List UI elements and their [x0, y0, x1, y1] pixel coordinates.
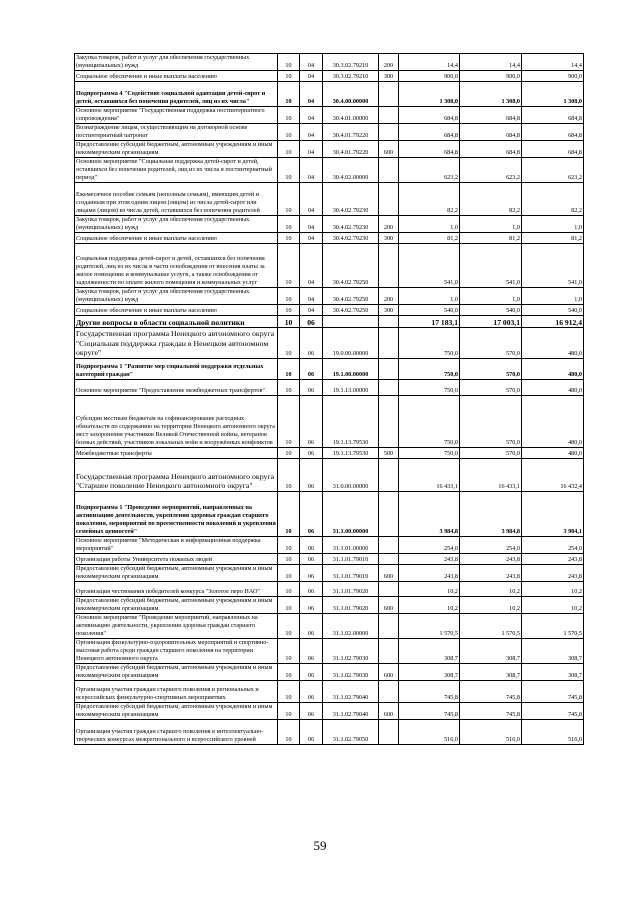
table-cell-name: Ежемесячное пособие семьям (неполным семьям), имеющим детей и созданным при этом одним лицом (лицом) из числа детей-сирот или лицами (лицом) из числа детей, оставшихся без попечения родителей [75, 183, 278, 216]
table-cell-expense-type [379, 537, 399, 554]
table-cell-expense-type: 600 [379, 664, 399, 681]
table-cell-section: 10 [278, 183, 300, 216]
table-cell-amount-year3: 3 984,1 [522, 492, 584, 537]
table-cell-amount-year3: 541,0 [522, 244, 584, 288]
table-cell-target-article: 30.4.02.79230 [323, 233, 379, 244]
table-row [75, 183, 584, 216]
table-cell-amount-year2: 570,0 [460, 328, 522, 359]
table-cell-amount-year2: 243,8 [460, 554, 522, 565]
table-cell-expense-type [379, 158, 399, 183]
table-row [75, 681, 584, 703]
table-cell-expense-type [379, 359, 399, 380]
table-cell-amount-year2: 308,7 [460, 639, 522, 664]
table-cell-target-article: 30.4.00.00000 [323, 82, 379, 107]
table-cell-amount-year1: 254,0 [399, 537, 460, 554]
table-cell-target-article: 19.0.00.00000 [323, 328, 379, 359]
table-cell-amount-year1: 16 433,1 [399, 459, 460, 492]
table-cell-section: 10 [278, 582, 300, 597]
table-cell-amount-year3: 254,0 [522, 537, 584, 554]
table-cell-section: 10 [278, 614, 300, 639]
table-cell-amount-year1: 750,0 [399, 380, 460, 396]
table-cell-amount-year3: 684,8 [522, 107, 584, 124]
table-cell-subsection: 06 [300, 459, 323, 492]
table-cell-expense-type [379, 183, 399, 216]
table-row [75, 359, 584, 380]
table-cell-amount-year1: 1,0 [399, 216, 460, 233]
table-cell-section: 10 [278, 82, 300, 107]
table-cell-target-article: 30.3.02.79210 [323, 71, 379, 82]
table-row [75, 158, 584, 183]
table-cell-section: 10 [278, 244, 300, 288]
table-cell-amount-year1: 10,2 [399, 597, 460, 614]
table-cell-expense-type [379, 614, 399, 639]
table-cell-amount-year2: 254,0 [460, 537, 522, 554]
table-row [75, 244, 584, 288]
table-cell-name: Вознаграждение лицам, осуществляющим на договорной основе постинтернатный патронат [75, 124, 278, 141]
table-row [75, 216, 584, 233]
table-cell-amount-year1: 17 183,1 [399, 316, 460, 328]
table-cell-subsection: 06 [300, 492, 323, 537]
table-cell-amount-year1: 750,0 [399, 396, 460, 448]
table-cell-subsection: 04 [300, 183, 323, 216]
table-cell-name: Социальное обеспечение и иные выплаты населению [75, 305, 278, 316]
table-cell-subsection: 06 [300, 537, 323, 554]
table-cell-amount-year2: 900,0 [460, 71, 522, 82]
table-cell-amount-year1: 623,2 [399, 158, 460, 183]
table-cell-amount-year1: 516,0 [399, 720, 460, 745]
table-cell-subsection: 06 [300, 703, 323, 720]
table-cell-amount-year1: 3 984,8 [399, 492, 460, 537]
table-cell-amount-year1: 81,2 [399, 233, 460, 244]
table-cell-expense-type [379, 316, 399, 328]
table-cell-expense-type: 600 [379, 565, 399, 582]
table-cell-amount-year2: 81,2 [460, 233, 522, 244]
table-cell-target-article: 19.1.13.79530 [323, 448, 379, 459]
table-cell-expense-type [379, 328, 399, 359]
table-cell-name: Основное мероприятие "Социальная поддержка детей-сирот и детей, оставшихся без попечения родителей, лиц из их числа в постинтернатный период" [75, 158, 278, 183]
table-cell-expense-type [379, 124, 399, 141]
table-cell-target-article: 31.1.01.79010 [323, 565, 379, 582]
table-cell-name: Государственная программа Ненецкого автономного округа "Старшее поколение Ненецкого автономного округа" [75, 459, 278, 492]
table-cell-amount-year3: 10,2 [522, 597, 584, 614]
table-cell-amount-year3: 1,0 [522, 216, 584, 233]
table-cell-name: Предоставление субсидий бюджетным, автономным учреждениям и иным некоммерческим организациям [75, 565, 278, 582]
table-row [75, 233, 584, 244]
table-cell-section: 10 [278, 316, 300, 328]
table-cell-amount-year1: 308,7 [399, 639, 460, 664]
table-cell-section: 10 [278, 71, 300, 82]
table-cell-section: 10 [278, 492, 300, 537]
table-cell-amount-year1: 243,8 [399, 554, 460, 565]
table-row [75, 124, 584, 141]
table-cell-amount-year1: 541,0 [399, 244, 460, 288]
table-cell-subsection: 06 [300, 582, 323, 597]
table-cell-expense-type [379, 554, 399, 565]
table-cell-target-article: 31.1.02.79030 [323, 664, 379, 681]
table-cell-name: Закупка товаров, работ и услуг для обеспечения государственных (муниципальных) нужд [75, 216, 278, 233]
table-cell-name: Организация участия граждан старшего поколения в интеллектуально-творческих конкурсах межрегионального и всероссийского уровней [75, 720, 278, 745]
table-cell-amount-year1: 684,8 [399, 141, 460, 158]
table-cell-subsection: 06 [300, 328, 323, 359]
table-cell-amount-year3: 480,0 [522, 328, 584, 359]
table-cell-name: Предоставление субсидий бюджетным, автономным учреждениям и иным некоммерческим организациям [75, 141, 278, 158]
table-cell-subsection: 06 [300, 380, 323, 396]
table-cell-subsection: 04 [300, 305, 323, 316]
table-cell-section: 10 [278, 305, 300, 316]
table-cell-target-article: 31.1.02.79030 [323, 639, 379, 664]
table-cell-subsection: 06 [300, 359, 323, 380]
table-cell-amount-year2: 14,4 [460, 54, 522, 71]
table-row [75, 380, 584, 396]
table-row [75, 597, 584, 614]
table-cell-target-article: 31.1.01.79020 [323, 582, 379, 597]
table-cell-section: 10 [278, 107, 300, 124]
table-cell-name: Предоставление субсидий бюджетным, автономным учреждениям и иным некоммерческим организациям [75, 597, 278, 614]
table-cell-section: 10 [278, 288, 300, 305]
table-cell-amount-year3: 480,0 [522, 448, 584, 459]
table-cell-expense-type [379, 82, 399, 107]
table-cell-target-article [323, 316, 379, 328]
table-cell-section: 10 [278, 54, 300, 71]
table-cell-amount-year2: 1 308,0 [460, 82, 522, 107]
table-cell-expense-type [379, 720, 399, 745]
table-cell-target-article: 31.1.01.79010 [323, 554, 379, 565]
table-cell-amount-year2: 10,2 [460, 582, 522, 597]
table-cell-name: Субсидии местным бюджетам на софинансирование расходных обязательств по содержанию на территории Ненецкого автономного округа мест захоронения участников Великой Отечественной войны, ветеранов боевых действий, участников локальных войн и вооружённых конфликтов [75, 396, 278, 448]
table-cell-amount-year3: 82,2 [522, 183, 584, 216]
table-cell-amount-year2: 243,8 [460, 565, 522, 582]
table-cell-amount-year3: 540,0 [522, 305, 584, 316]
table-row [75, 316, 584, 328]
table-cell-subsection: 06 [300, 448, 323, 459]
table-cell-amount-year2: 684,8 [460, 107, 522, 124]
table-cell-amount-year3: 900,0 [522, 71, 584, 82]
table-cell-section: 10 [278, 459, 300, 492]
table-cell-expense-type [379, 396, 399, 448]
table-cell-expense-type [379, 107, 399, 124]
table-cell-subsection: 06 [300, 639, 323, 664]
table-cell-subsection: 04 [300, 216, 323, 233]
table-cell-amount-year3: 16 432,4 [522, 459, 584, 492]
table-row [75, 71, 584, 82]
table-cell-amount-year3: 16 912,4 [522, 316, 584, 328]
table-cell-target-article: 31.1.02.00000 [323, 614, 379, 639]
table-cell-subsection: 04 [300, 141, 323, 158]
table-cell-amount-year1: 82,2 [399, 183, 460, 216]
table-row [75, 328, 584, 359]
table-cell-amount-year1: 750,0 [399, 328, 460, 359]
table-cell-name: Организация физкультурно-оздоровительных мероприятий и спортивно-массовая работа среди граждан старшего поколения на территории Ненецкого автономного округа [75, 639, 278, 664]
table-cell-amount-year1: 750,0 [399, 359, 460, 380]
table-cell-subsection: 06 [300, 614, 323, 639]
table-cell-subsection: 04 [300, 244, 323, 288]
table-cell-amount-year2: 684,8 [460, 124, 522, 141]
table-cell-section: 10 [278, 720, 300, 745]
table-cell-subsection: 04 [300, 288, 323, 305]
table-cell-amount-year1: 745,8 [399, 703, 460, 720]
table-row [75, 448, 584, 459]
table-row [75, 664, 584, 681]
table-cell-amount-year2: 1,0 [460, 216, 522, 233]
table-row [75, 582, 584, 597]
table-cell-subsection: 04 [300, 71, 323, 82]
table-cell-amount-year2: 82,2 [460, 183, 522, 216]
table-cell-expense-type: 200 [379, 54, 399, 71]
table-cell-subsection: 06 [300, 597, 323, 614]
table-row [75, 492, 584, 537]
table-cell-expense-type: 600 [379, 141, 399, 158]
table-cell-amount-year3: 480,0 [522, 396, 584, 448]
table-cell-target-article: 30.4.02.79250 [323, 244, 379, 288]
table-row [75, 614, 584, 639]
table-cell-section: 10 [278, 664, 300, 681]
table-cell-target-article: 19.1.00.00000 [323, 359, 379, 380]
table-cell-name: Основное мероприятие "Государственная поддержка постинтернатного сопровождения" [75, 107, 278, 124]
table-cell-expense-type: 500 [379, 448, 399, 459]
table-cell-amount-year3: 480,0 [522, 380, 584, 396]
table-cell-expense-type: 300 [379, 305, 399, 316]
table-cell-amount-year3: 684,8 [522, 141, 584, 158]
table-cell-target-article: 31.1.01.00000 [323, 537, 379, 554]
table-cell-amount-year3: 10,2 [522, 582, 584, 597]
budget-table [74, 53, 584, 745]
table-cell-amount-year1: 10,2 [399, 582, 460, 597]
table-cell-target-article: 30.4.01.00000 [323, 107, 379, 124]
table-row [75, 720, 584, 745]
table-cell-expense-type: 600 [379, 597, 399, 614]
table-cell-section: 10 [278, 554, 300, 565]
table-cell-amount-year1: 684,8 [399, 124, 460, 141]
table-cell-amount-year2: 745,8 [460, 681, 522, 703]
table-cell-section: 10 [278, 328, 300, 359]
table-cell-target-article: 30.4.02.00000 [323, 158, 379, 183]
table-cell-name: Социальное обеспечение и иные выплаты населению [75, 233, 278, 244]
table-cell-amount-year3: 1 308,0 [522, 82, 584, 107]
table-cell-amount-year3: 243,8 [522, 565, 584, 582]
table-cell-target-article: 30.4.02.79230 [323, 216, 379, 233]
page-number: 59 [313, 838, 327, 853]
table-cell-amount-year1: 14,4 [399, 54, 460, 71]
table-row [75, 639, 584, 664]
table-cell-subsection: 06 [300, 396, 323, 448]
table-cell-section: 10 [278, 158, 300, 183]
table-cell-subsection: 04 [300, 54, 323, 71]
table-cell-amount-year1: 745,8 [399, 681, 460, 703]
table-cell-name: Государственная программа Ненецкого автономного округа "Социальная поддержка граждан в Ненецком автономном округе" [75, 328, 278, 359]
table-cell-expense-type: 600 [379, 703, 399, 720]
table-cell-expense-type: 300 [379, 233, 399, 244]
table-cell-amount-year2: 570,0 [460, 396, 522, 448]
table-cell-subsection: 04 [300, 158, 323, 183]
table-cell-name: Закупка товаров, работ и услуг для обеспечения государственных (муниципальных) нужд [75, 288, 278, 305]
table-cell-amount-year2: 10,2 [460, 597, 522, 614]
table-cell-name: Межбюджетные трансферты [75, 448, 278, 459]
table-cell-amount-year1: 684,8 [399, 107, 460, 124]
table-cell-section: 10 [278, 448, 300, 459]
table-cell-target-article: 19.1.13.00000 [323, 380, 379, 396]
table-cell-subsection: 06 [300, 681, 323, 703]
table-cell-amount-year2: 16 433,1 [460, 459, 522, 492]
table-cell-target-article: 30.4.01.79220 [323, 124, 379, 141]
table-cell-expense-type [379, 582, 399, 597]
table-cell-amount-year3: 516,0 [522, 720, 584, 745]
table-cell-amount-year1: 540,0 [399, 305, 460, 316]
table-cell-expense-type [379, 492, 399, 537]
table-row [75, 141, 584, 158]
table-cell-subsection: 06 [300, 316, 323, 328]
table-cell-subsection: 04 [300, 82, 323, 107]
table-cell-name: Подпрограмма 1 "Развитие мер социальной поддержки отдельных категорий граждан" [75, 359, 278, 380]
table-cell-subsection: 04 [300, 124, 323, 141]
table-cell-name: Организация работы Университета пожилых людей [75, 554, 278, 565]
table-cell-target-article: 31.1.01.79020 [323, 597, 379, 614]
table-row [75, 459, 584, 492]
table-cell-amount-year2: 1 570,5 [460, 614, 522, 639]
table-cell-amount-year1: 308,7 [399, 664, 460, 681]
table-cell-amount-year2: 3 984,8 [460, 492, 522, 537]
table-cell-name: Социальная поддержка детей-сирот и детей, оставшихся без попечения родителей, лиц из их числа в части освобождения от внесения платы за жилое помещение и коммунальные услуги, а также освобождения от задолженности по оплате жилого помещения и коммунальных услуг [75, 244, 278, 288]
table-cell-amount-year3: 243,8 [522, 554, 584, 565]
table-cell-amount-year3: 480,0 [522, 359, 584, 380]
table-row [75, 82, 584, 107]
table-cell-name: Социальное обеспечение и иные выплаты населению [75, 71, 278, 82]
table-cell-subsection: 06 [300, 720, 323, 745]
table-cell-expense-type: 300 [379, 71, 399, 82]
table-cell-section: 10 [278, 396, 300, 448]
table-cell-amount-year2: 541,0 [460, 244, 522, 288]
table-cell-subsection: 04 [300, 107, 323, 124]
table-cell-amount-year3: 81,2 [522, 233, 584, 244]
table-cell-amount-year2: 516,0 [460, 720, 522, 745]
table-cell-expense-type: 200 [379, 216, 399, 233]
table-cell-amount-year2: 1,0 [460, 288, 522, 305]
table-cell-amount-year3: 14,4 [522, 54, 584, 71]
table-cell-amount-year2: 308,7 [460, 664, 522, 681]
table-cell-target-article: 30.4.02.79250 [323, 305, 379, 316]
table-cell-target-article: 30.4.02.79250 [323, 288, 379, 305]
table-row [75, 305, 584, 316]
table-cell-target-article: 30.3.02.79210 [323, 54, 379, 71]
table-row [75, 554, 584, 565]
table-row [75, 396, 584, 448]
table-cell-amount-year1: 1,0 [399, 288, 460, 305]
table-cell-section: 10 [278, 141, 300, 158]
table-cell-expense-type [379, 639, 399, 664]
table-cell-amount-year1: 900,0 [399, 71, 460, 82]
table-cell-amount-year2: 684,8 [460, 141, 522, 158]
table-cell-name: Закупка товаров, работ и услуг для обеспечения государственных (муниципальных) нужд [75, 54, 278, 71]
table-cell-section: 10 [278, 639, 300, 664]
table-row [75, 537, 584, 554]
table-cell-amount-year2: 540,0 [460, 305, 522, 316]
table-cell-amount-year2: 570,0 [460, 448, 522, 459]
table-cell-expense-type [379, 380, 399, 396]
table-row [75, 54, 584, 71]
table-cell-amount-year1: 243,8 [399, 565, 460, 582]
table-cell-amount-year2: 17 003,1 [460, 316, 522, 328]
table-cell-subsection: 06 [300, 664, 323, 681]
table-cell-section: 10 [278, 537, 300, 554]
table-cell-amount-year3: 1,0 [522, 288, 584, 305]
table-cell-section: 10 [278, 565, 300, 582]
table-cell-subsection: 06 [300, 554, 323, 565]
table-cell-amount-year2: 570,0 [460, 359, 522, 380]
table-cell-amount-year1: 1 308,0 [399, 82, 460, 107]
table-row [75, 107, 584, 124]
table-cell-target-article: 30.4.02.79230 [323, 183, 379, 216]
table-cell-subsection: 04 [300, 233, 323, 244]
table-cell-name: Предоставление субсидий бюджетным, автономным учреждениям и иным некоммерческим организациям [75, 664, 278, 681]
table-cell-expense-type: 200 [379, 288, 399, 305]
table-cell-name: Основное мероприятие "Методическая и информационная поддержка мероприятий" [75, 537, 278, 554]
table-cell-expense-type [379, 681, 399, 703]
table-cell-target-article: 31.1.02.79040 [323, 681, 379, 703]
table-cell-name: Другие вопросы в области социальной политики [75, 316, 278, 328]
table-cell-target-article: 31.0.00.00000 [323, 459, 379, 492]
table-cell-section: 10 [278, 597, 300, 614]
table-cell-target-article: 31.1.02.79040 [323, 703, 379, 720]
table-cell-expense-type [379, 244, 399, 288]
table-cell-amount-year2: 745,8 [460, 703, 522, 720]
table-cell-name: Основное мероприятие "Проведение мероприятий, направленных на активизацию деятельности, укрепления здоровья граждан старшего поколения" [75, 614, 278, 639]
table-cell-amount-year2: 570,0 [460, 380, 522, 396]
table-cell-amount-year3: 745,8 [522, 703, 584, 720]
table-cell-section: 10 [278, 681, 300, 703]
table-cell-expense-type [379, 459, 399, 492]
table-cell-amount-year3: 623,2 [522, 158, 584, 183]
table-cell-target-article: 30.4.01.79220 [323, 141, 379, 158]
table-cell-amount-year3: 745,8 [522, 681, 584, 703]
table-cell-amount-year1: 1 570,5 [399, 614, 460, 639]
table-cell-name: Предоставление субсидий бюджетным, автономным учреждениям и иным некоммерческим организациям [75, 703, 278, 720]
table-cell-section: 10 [278, 703, 300, 720]
table-cell-subsection: 06 [300, 565, 323, 582]
table-cell-target-article: 19.1.13.79530 [323, 396, 379, 448]
table-cell-target-article: 31.1.02.79050 [323, 720, 379, 745]
table-row [75, 288, 584, 305]
table-cell-target-article: 31.1.00.00000 [323, 492, 379, 537]
table-cell-section: 10 [278, 124, 300, 141]
table-cell-section: 10 [278, 380, 300, 396]
table-cell-amount-year3: 308,7 [522, 664, 584, 681]
table-cell-name: Основное мероприятие "Предоставление межбюджетных трансфертов" [75, 380, 278, 396]
table-cell-amount-year3: 1 570,5 [522, 614, 584, 639]
table-cell-amount-year3: 308,7 [522, 639, 584, 664]
table-row [75, 565, 584, 582]
table-cell-section: 10 [278, 233, 300, 244]
table-cell-section: 10 [278, 216, 300, 233]
table-row [75, 703, 584, 720]
table-cell-amount-year3: 684,8 [522, 124, 584, 141]
table-cell-name: Подпрограмма 1 "Проведение мероприятий, направленных на активизацию деятельности, укрепления здоровья граждан старшего поколения, мероприятий по преемственности поколений и укрепления семейных ценностей" [75, 492, 278, 537]
table-cell-amount-year1: 750,0 [399, 448, 460, 459]
table-cell-name: Подпрограмма 4 "Содействие социальной адаптации детей-сирот и детей, оставшихся без попечения родителей, лиц из их числа" [75, 82, 278, 107]
table-cell-name: Организация чествования победителей конкурса "Золотое перо НАО" [75, 582, 278, 597]
table-cell-name: Организация участия граждан старшего поколения в региональных и всероссийских физкультурно-спортивных мероприятиях [75, 681, 278, 703]
table-cell-amount-year2: 623,2 [460, 158, 522, 183]
table-cell-section: 10 [278, 359, 300, 380]
